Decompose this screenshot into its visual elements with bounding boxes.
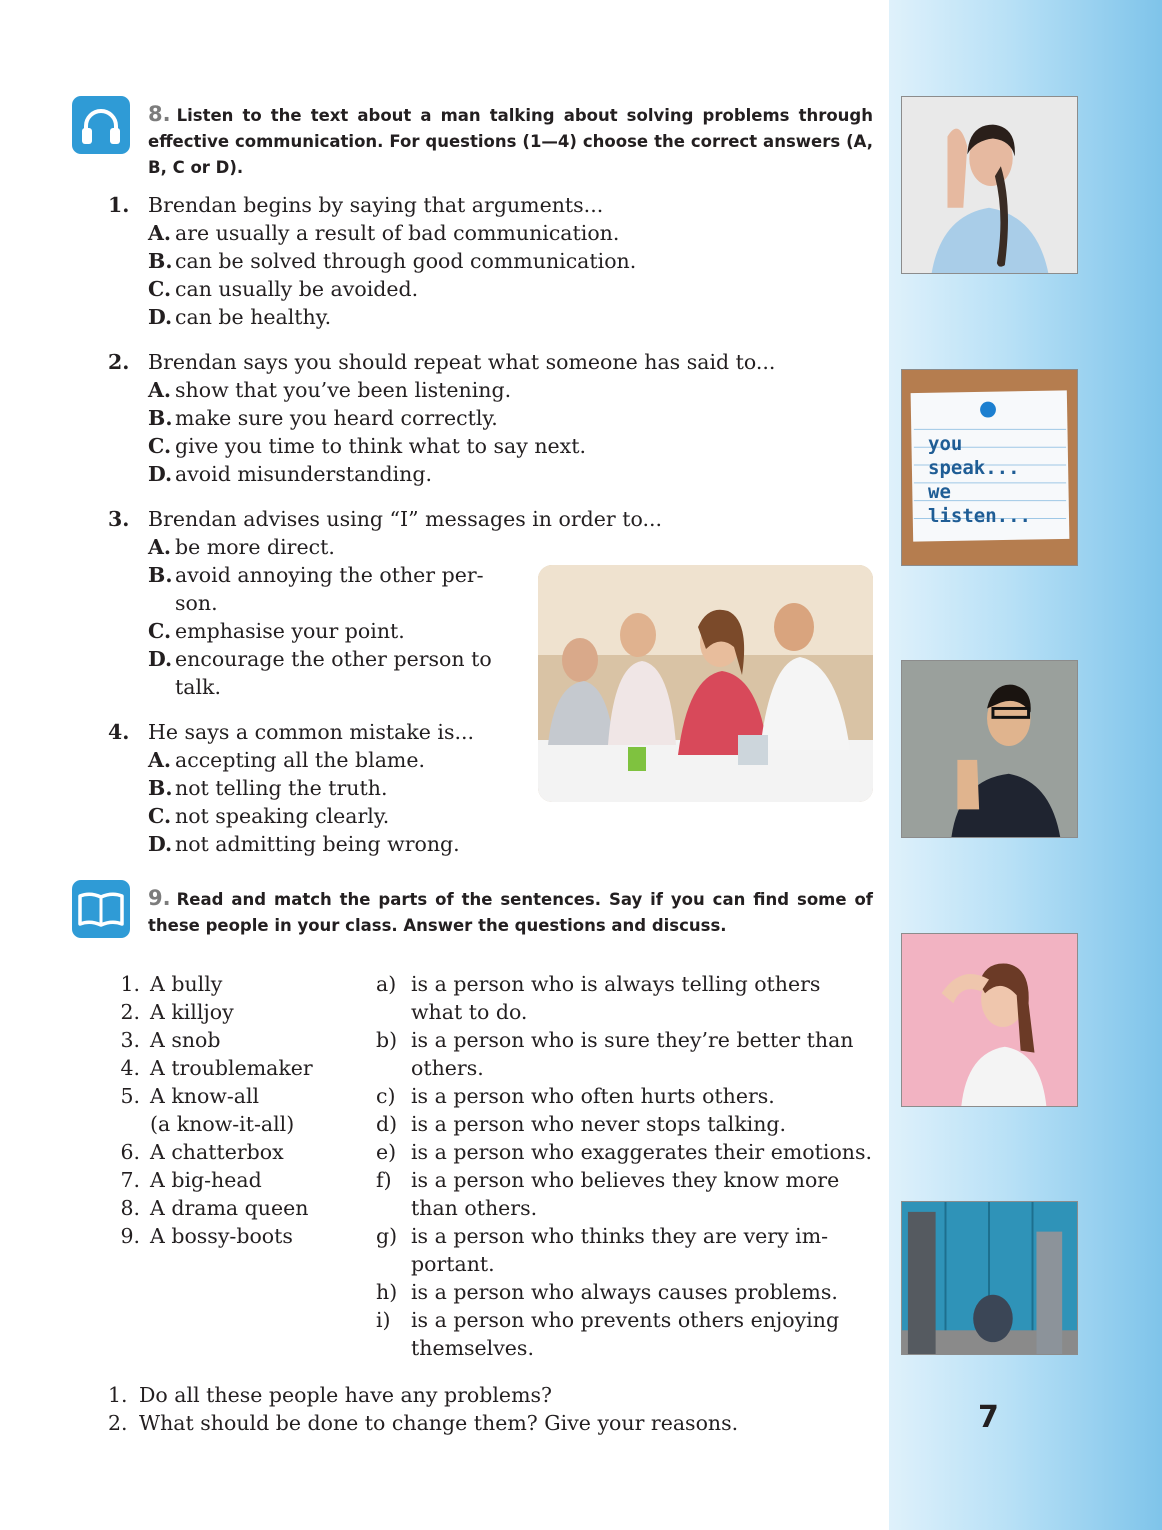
definition-text-continuation: portant. bbox=[411, 1252, 495, 1276]
option-c: C. not speaking clearly. bbox=[148, 804, 390, 828]
term-number: 5. bbox=[120, 1084, 140, 1108]
exercise-8-instruction bbox=[148, 101, 873, 181]
term-text-continuation: (a know-it-all) bbox=[150, 1112, 295, 1136]
definition-letter: i) bbox=[376, 1308, 391, 1332]
definition-letter: e) bbox=[376, 1140, 397, 1164]
definition-letter: f) bbox=[376, 1168, 392, 1192]
note-line-2: speak... bbox=[928, 457, 1020, 479]
definition-letter: a) bbox=[376, 972, 397, 996]
option-c: C. can usually be avoided. bbox=[148, 277, 419, 301]
option-c: C. emphasise your point. bbox=[148, 619, 405, 643]
option-c: C. give you time to think what to say next. bbox=[148, 434, 586, 458]
option-d: D. not admitting being wrong. bbox=[148, 832, 460, 856]
definition-text: is a person who prevents others enjoying bbox=[411, 1308, 840, 1332]
option-b: B. not telling the truth. bbox=[148, 776, 388, 800]
definition-text: is a person who exaggerates their emotions. bbox=[411, 1140, 873, 1164]
discussion-text: What should be done to change them? Give your reasons. bbox=[139, 1411, 739, 1435]
listening-girl-photo bbox=[901, 96, 1078, 274]
option-a: A. are usually a result of bad communication. bbox=[148, 221, 620, 245]
term-text: A big-head bbox=[150, 1168, 262, 1192]
definition-letter: d) bbox=[376, 1112, 398, 1136]
option-a: A. show that you’ve been listening. bbox=[148, 378, 512, 402]
term-number: 6. bbox=[120, 1140, 140, 1164]
definition-text: is a person who never stops talking. bbox=[411, 1112, 787, 1136]
man-stop-gesture-photo bbox=[901, 660, 1078, 838]
term-number: 3. bbox=[120, 1028, 140, 1052]
term-text: A snob bbox=[150, 1028, 221, 1052]
definition-text-continuation: than others. bbox=[411, 1196, 538, 1220]
note-line-3: we bbox=[928, 481, 951, 503]
definition-letter: b) bbox=[376, 1028, 398, 1052]
discussion-number: 2. bbox=[108, 1411, 128, 1435]
option-a: A. be more direct. bbox=[148, 535, 335, 559]
term-text: A drama queen bbox=[150, 1196, 309, 1220]
exercise-8-number: 8. bbox=[148, 102, 171, 126]
definition-text: is a person who thinks they are very im- bbox=[411, 1224, 829, 1248]
definition-text: is a person who is sure they’re better than bbox=[411, 1028, 854, 1052]
option-a: A. accepting all the blame. bbox=[148, 748, 426, 772]
open-book-icon bbox=[72, 880, 130, 938]
exercise-9-instruction bbox=[148, 885, 873, 939]
team-discussion-photo bbox=[538, 565, 873, 802]
page-number: 7 bbox=[978, 1400, 999, 1435]
exercise-9-text: Read and match the parts of the sentences. Say if you can find some of these people in your class. Answer the questions and discuss. bbox=[148, 890, 873, 935]
question-text: Brendan says you should repeat what someone has said to... bbox=[148, 350, 776, 374]
option-b: B. make sure you heard correctly. bbox=[148, 406, 498, 430]
question-number: 3. bbox=[108, 507, 130, 531]
question-number: 2. bbox=[108, 350, 130, 374]
headphones-icon bbox=[72, 96, 130, 154]
dramatic-woman-photo bbox=[901, 933, 1078, 1107]
definition-text: is a person who always causes problems. bbox=[411, 1280, 838, 1304]
question-number: 4. bbox=[108, 720, 130, 744]
definition-text: is a person who believes they know more bbox=[411, 1168, 840, 1192]
option-b: B. can be solved through good communication. bbox=[148, 249, 637, 273]
bullying-scene-photo bbox=[901, 1201, 1078, 1355]
definition-text-continuation: what to do. bbox=[411, 1000, 528, 1024]
question-text: He says a common mistake is... bbox=[148, 720, 475, 744]
definition-text-continuation: others. bbox=[411, 1056, 484, 1080]
exercise-9-number: 9. bbox=[148, 886, 171, 910]
term-number: 4. bbox=[120, 1056, 140, 1080]
term-text: A know-all bbox=[150, 1084, 260, 1108]
term-number: 8. bbox=[120, 1196, 140, 1220]
term-number: 9. bbox=[120, 1224, 140, 1248]
you-speak-we-listen-note-photo bbox=[901, 369, 1078, 566]
discussion-text: Do all these people have any problems? bbox=[139, 1383, 553, 1407]
option-d: D. avoid misunderstanding. bbox=[148, 462, 433, 486]
term-text: A troublemaker bbox=[150, 1056, 313, 1080]
term-text: A bossy-boots bbox=[150, 1224, 293, 1248]
discussion-number: 1. bbox=[108, 1383, 128, 1407]
note-line-1: you bbox=[928, 433, 963, 455]
term-text: A chatterbox bbox=[150, 1140, 284, 1164]
exercise-8-text: Listen to the text about a man talking about solving problems through effective communication. For questions (1—4) choose the correct answers (A, B, C or D). bbox=[148, 106, 873, 177]
option-d: D. encourage the other person to talk. bbox=[148, 647, 492, 699]
term-number: 7. bbox=[120, 1168, 140, 1192]
note-line-4: listen... bbox=[928, 505, 1031, 527]
definition-letter: c) bbox=[376, 1084, 396, 1108]
term-number: 1. bbox=[120, 972, 140, 996]
term-text: A killjoy bbox=[150, 1000, 234, 1024]
definition-letter: g) bbox=[376, 1224, 398, 1248]
term-number: 2. bbox=[120, 1000, 140, 1024]
definition-text-continuation: themselves. bbox=[411, 1336, 534, 1360]
definition-text: is a person who often hurts others. bbox=[411, 1084, 775, 1108]
option-b: B. avoid annoying the other per- son. bbox=[148, 563, 484, 615]
term-text: A bully bbox=[150, 972, 223, 996]
question-text: Brendan advises using “I” messages in order to... bbox=[148, 507, 663, 531]
question-number: 1. bbox=[108, 193, 130, 217]
option-d: D. can be healthy. bbox=[148, 305, 332, 329]
question-text: Brendan begins by saying that arguments... bbox=[148, 193, 604, 217]
definition-text: is a person who is always telling others bbox=[411, 972, 821, 996]
definition-letter: h) bbox=[376, 1280, 398, 1304]
